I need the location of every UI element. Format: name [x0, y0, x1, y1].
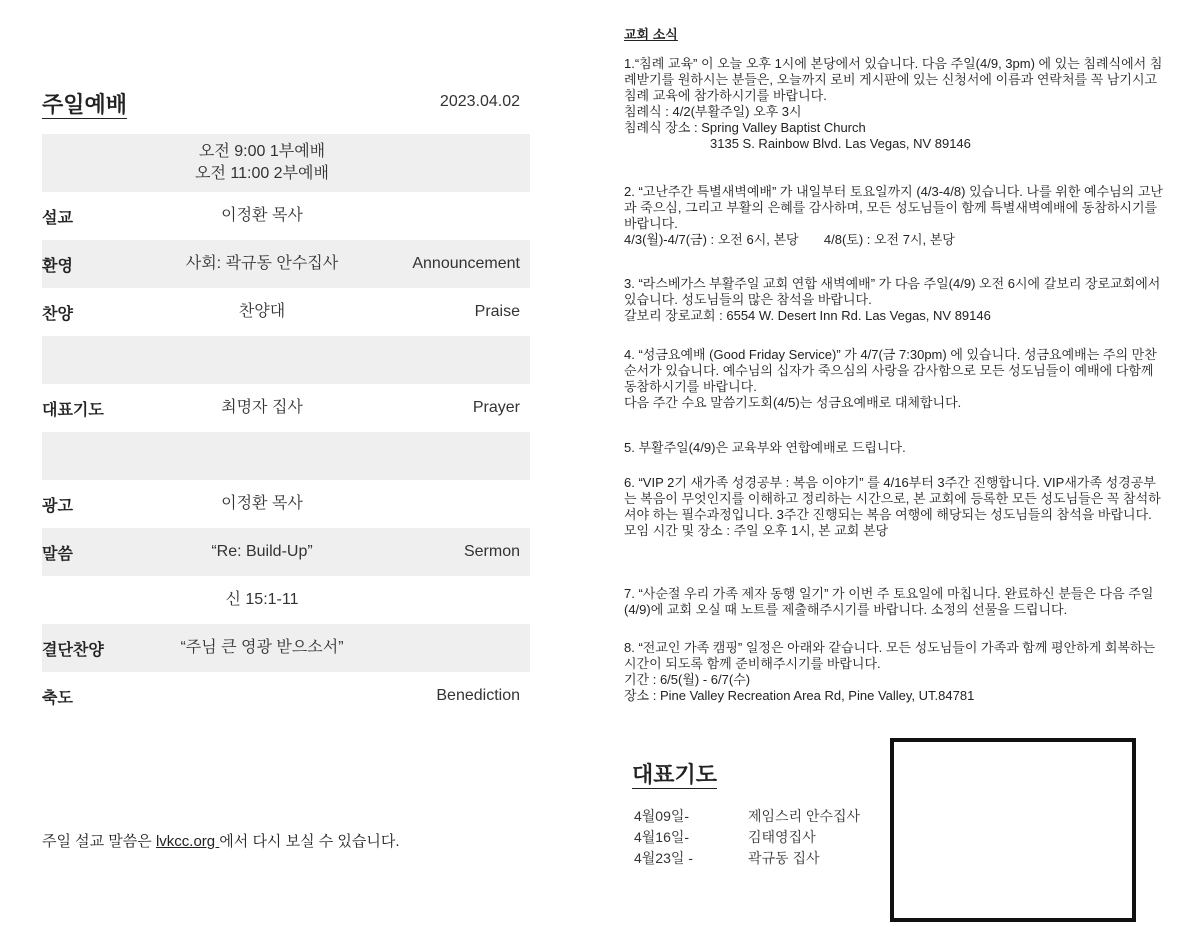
order-english: Prayer	[472, 399, 520, 416]
news-item-2	[624, 184, 1164, 248]
prayer-row	[634, 827, 816, 847]
order-detail: “Re: Build-Up”	[211, 543, 313, 560]
service-times-row	[42, 134, 530, 192]
order-label: 말씀	[42, 545, 73, 563]
worship-order-page	[42, 0, 530, 927]
order-detail: 사회: 곽규동 안수집사	[185, 255, 339, 272]
order-row-empty	[42, 432, 530, 480]
news-item-4	[624, 347, 1164, 411]
news-item-5	[624, 440, 1164, 456]
news-item-text: 2. “고난주간 특별새벽예배” 가 내일부터 토요일까지 (4/3-4/8) 있습니다. 나를 위한 예수님의 고난과 죽으심, 그리고 부활의 은혜를 감사하며, 모든 성도님들이 함께 특별새벽예배에 동참하시기를 바랍니다.	[624, 184, 1163, 231]
service-time-second: 오전 11:00 2부예배	[195, 165, 329, 182]
prayer-name: 제임스리 안수집사	[748, 808, 861, 824]
news-item-line: 침례식 : 4/2(부활주일) 오후 3시	[624, 104, 802, 119]
prayer-row	[634, 848, 820, 868]
worship-title: 주일예배	[42, 92, 128, 117]
news-item-text: 4. “성금요예배 (Good Friday Service)” 가 4/7(금 7:30pm) 에 있습니다. 성금요예배는 주의 만찬 순서가 있습니다. 예수님의 십자가 죽으심의 사랑을 감사함으로 모든 성도님들이 예배에 다함께 동참하시기를 바랍니다.	[624, 347, 1157, 394]
order-row-welcome	[42, 240, 530, 288]
order-label: 대표기도	[42, 401, 104, 419]
order-row-sermon-speaker	[42, 192, 530, 240]
prayer-date: 4월23일 -	[634, 850, 693, 866]
news-item-line: 4/3(월)-4/7(금) : 오전 6시, 본당 4/8(토) : 오전 7시, 본당	[624, 232, 955, 247]
news-item-line: 모임 시간 및 장소 : 주일 오후 1시, 본 교회 본당	[624, 523, 889, 538]
news-item-text: 6. “VIP 2기 새가족 성경공부 : 복음 이야기” 를 4/16부터 3주간 진행합니다. VIP새가족 성경공부는 복음이 무엇인지를 이해하고 정리하는 시간으로, 본 교회에 등록한 모든 성도님들은 꼭 참석하셔야 하는 필수과정입니다. 3주간 진행되는 복음 여행에 해당되는 성도님들의 참석을 바랍니다.	[624, 475, 1161, 522]
order-row-praise	[42, 288, 530, 336]
footer-text-after: 에서 다시 보실 수 있습니다.	[219, 833, 400, 850]
order-label: 축도	[42, 689, 73, 707]
news-item-line: 3135 S. Rainbow Blvd. Las Vegas, NV 89146	[710, 136, 971, 151]
order-label: 광고	[42, 497, 73, 515]
order-label: 설교	[42, 209, 73, 227]
order-english: Praise	[474, 303, 520, 320]
order-english: Benediction	[436, 687, 520, 704]
prayer-name: 곽규동 집사	[748, 850, 820, 866]
order-detail: 찬양대	[238, 303, 286, 320]
order-label: 찬양	[42, 305, 73, 323]
order-detail: “주님 큰 영광 받으소서”	[180, 639, 344, 656]
prayer-row	[634, 806, 860, 826]
order-label: 환영	[42, 257, 73, 275]
order-detail: 이정환 목사	[221, 495, 303, 512]
news-item-text: 8. “전교인 가족 캠핑” 일정은 아래와 같습니다. 모든 성도님들이 가족과 함께 평안하게 회복하는 시간이 되도록 함께 준비해주시기를 바랍니다.	[624, 640, 1156, 671]
website-link[interactable]: lvkcc.org	[155, 833, 220, 850]
order-english: Announcement	[412, 255, 520, 272]
service-times	[142, 141, 382, 185]
news-item-7	[624, 586, 1164, 618]
news-item-3	[624, 276, 1164, 324]
news-item-line: 다음 주간 수요 말씀기도회(4/5)는 성금요예배로 대체합니다.	[624, 395, 962, 410]
news-item-6	[624, 475, 1164, 539]
blank-bordered-box	[890, 738, 1136, 922]
news-item-line: 갈보리 장로교회 : 6554 W. Desert Inn Rd. Las Vegas, NV 89146	[624, 308, 991, 323]
worship-date: 2023.04.02	[439, 93, 520, 110]
order-detail: 신 15:1-11	[225, 591, 299, 608]
order-detail: 이정환 목사	[221, 207, 303, 224]
footer-text-before: 주일 설교 말씀은	[42, 833, 156, 850]
news-item-text: 7. “사순절 우리 가족 제자 동행 일기” 가 이번 주 토요일에 마칩니다. 완료하신 분들은 다음 주일(4/9)에 교회 오실 때 노트를 제출해주시기를 바랍니다. 소정의 선물을 드립니다.	[624, 586, 1154, 617]
prayer-date: 4월09일-	[634, 808, 690, 824]
news-item-text: 3. “라스베가스 부활주일 교회 연합 새벽예배” 가 다음 주일(4/9) 오전 6시에 갈보리 장로교회에서 있습니다. 성도님들의 많은 참석을 바랍니다.	[624, 276, 1161, 307]
news-item-text: 5. 부활주일(4/9)은 교육부와 연합예배로 드립니다.	[624, 440, 906, 455]
order-row-benediction	[42, 672, 530, 720]
order-label: 결단찬양	[42, 641, 104, 659]
order-row-empty	[42, 336, 530, 384]
worship-order-table	[42, 134, 530, 720]
order-row-announcements	[42, 480, 530, 528]
order-detail: 최명자 집사	[221, 399, 303, 416]
sermon-replay-note	[42, 830, 400, 851]
order-english: Sermon	[463, 543, 520, 560]
news-item-8	[624, 640, 1164, 704]
news-item-line: 장소 : Pine Valley Recreation Area Rd, Pine Valley, UT.84781	[624, 688, 975, 703]
prayer-name: 김태영집사	[748, 829, 816, 845]
order-row-prayer	[42, 384, 530, 432]
service-time-first: 오전 9:00 1부예배	[198, 143, 326, 160]
order-row-scripture	[42, 576, 530, 624]
news-item-line: 기간 : 6/5(월) - 6/7(수)	[624, 672, 751, 687]
prayer-date: 4월16일-	[634, 829, 690, 845]
news-title: 교회 소식	[624, 27, 678, 42]
news-item-text: 1.“침례 교육” 이 오늘 오후 1시에 본당에서 있습니다. 다음 주일(4/9, 3pm) 에 있는 침례식에서 침례받기를 원하시는 분들은, 오늘까지 로비 게시판에 있는 신청서에 이름과 연락처를 꼭 남기시고 침례 교육에 참가하시기를 바랍니다.	[624, 56, 1163, 103]
prayer-schedule-title: 대표기도	[632, 762, 718, 787]
order-row-response-hymn	[42, 624, 530, 672]
news-item-line: 침례식 장소 : Spring Valley Baptist Church	[624, 120, 866, 135]
order-row-sermon	[42, 528, 530, 576]
news-item-1	[624, 56, 1164, 152]
